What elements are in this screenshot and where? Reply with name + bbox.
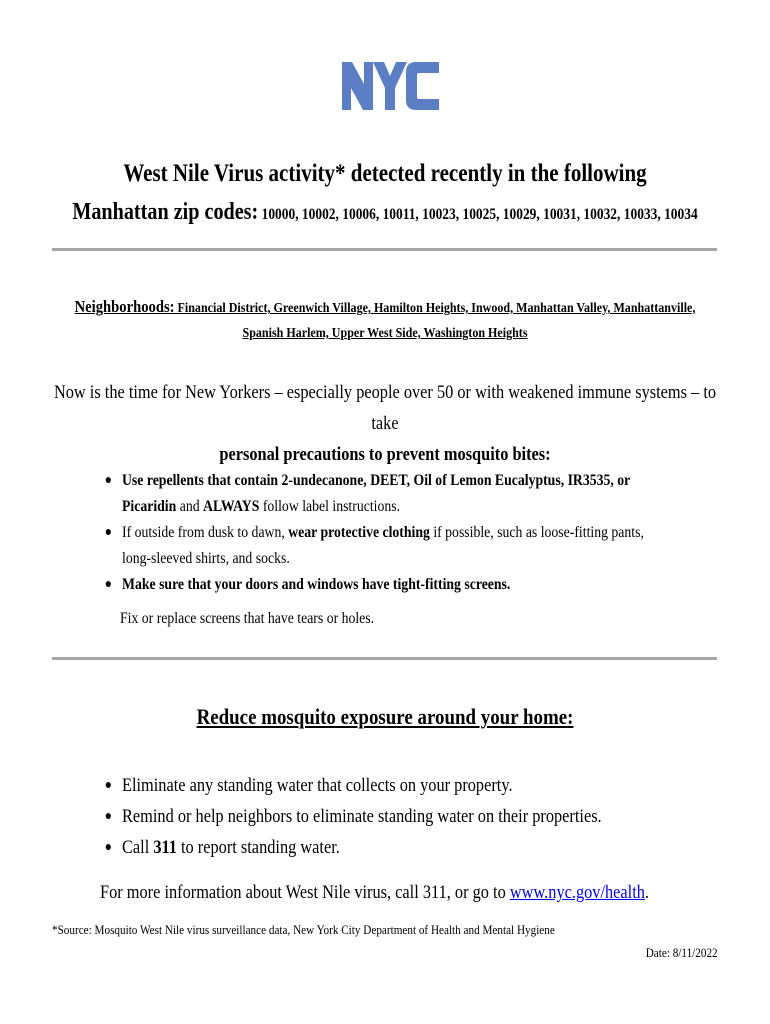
source-note: *Source: Mosquito West Nile virus surveillance data, New York City Department of Health and Mental Hygiene xyxy=(52,922,555,937)
fix-screens-text: Fix or replace screens that have tears or holes. xyxy=(120,610,375,627)
health-link[interactable]: www.nyc.gov/health xyxy=(509,882,645,903)
divider xyxy=(52,248,717,251)
clothing-text: wear protective clothing xyxy=(288,524,430,541)
bullet-icon: ● xyxy=(104,778,113,793)
connector-text: and xyxy=(176,498,204,515)
neighborhoods xyxy=(54,294,716,346)
clothing-detail-text: if possible, such as loose-fitting pants, long-sleeved shirts, and socks. xyxy=(122,524,644,567)
list-item xyxy=(104,468,655,520)
neighborhoods-list: Financial District, Greenwich Village, Hamilton Heights, Inwood, Manhattan Valley, Manhattanville, Spanish Harlem, Upper West Side, Washington Heights xyxy=(177,301,696,341)
zip-label: Manhattan zip codes: xyxy=(72,199,259,225)
intro-bold: personal precautions to prevent mosquito bites: xyxy=(219,444,551,465)
headline: West Nile Virus activity* detected recently in the following xyxy=(123,160,647,187)
period: . xyxy=(644,882,650,903)
list-item xyxy=(104,832,638,863)
report-text: to report standing water. xyxy=(176,837,340,858)
screens-text: Make sure that your doors and windows have tight-fitting screens. xyxy=(122,576,511,593)
date-text: Date: 8/11/2022 xyxy=(646,945,718,960)
call-text: Call xyxy=(122,837,154,858)
neighborhoods-label: Neighborhoods: xyxy=(74,297,175,316)
home-heading: Reduce mosquito exposure around your home: xyxy=(196,704,574,729)
nyc-logo xyxy=(342,62,439,110)
zip-codes: 10000, 10002, 10006, 10011, 10023, 10025, 10029, 10031, 10032, 10033, 10034 xyxy=(261,206,698,223)
bullet-icon: ● xyxy=(104,577,113,592)
eliminate-text: Eliminate any standing water that collects on your property. xyxy=(122,775,513,796)
divider xyxy=(52,657,717,660)
list-item xyxy=(104,572,655,598)
phone-311: 311 xyxy=(153,837,177,858)
outside-text: If outside from dusk to dawn, xyxy=(122,524,289,541)
list-item xyxy=(104,520,655,572)
repellent-text: Use repellents that contain 2-undecanone, DEET, Oil of Lemon Eucalyptus, IR3535, or Picaridin xyxy=(122,472,631,515)
more-info xyxy=(100,882,649,904)
remind-text: Remind or help neighbors to eliminate standing water on their properties. xyxy=(122,806,602,827)
list-item xyxy=(104,770,638,801)
home-list xyxy=(104,770,638,863)
bullet-icon: ● xyxy=(104,809,113,824)
bullet-icon: ● xyxy=(104,840,113,855)
bullet-icon: ● xyxy=(104,525,113,540)
list-item xyxy=(104,801,638,832)
bullet-icon: ● xyxy=(104,473,113,488)
intro-text: Now is the time for New Yorkers – especially people over 50 or with weakened immune systems – to take xyxy=(53,382,717,434)
label-instructions-text: follow label instructions. xyxy=(259,498,401,515)
intro-paragraph xyxy=(54,377,716,470)
precautions-list xyxy=(104,468,655,598)
more-info-text: For more information about West Nile virus, call 311, or go to xyxy=(100,882,510,903)
always-text: ALWAYS xyxy=(203,498,260,515)
zip-codes-line xyxy=(62,199,709,226)
